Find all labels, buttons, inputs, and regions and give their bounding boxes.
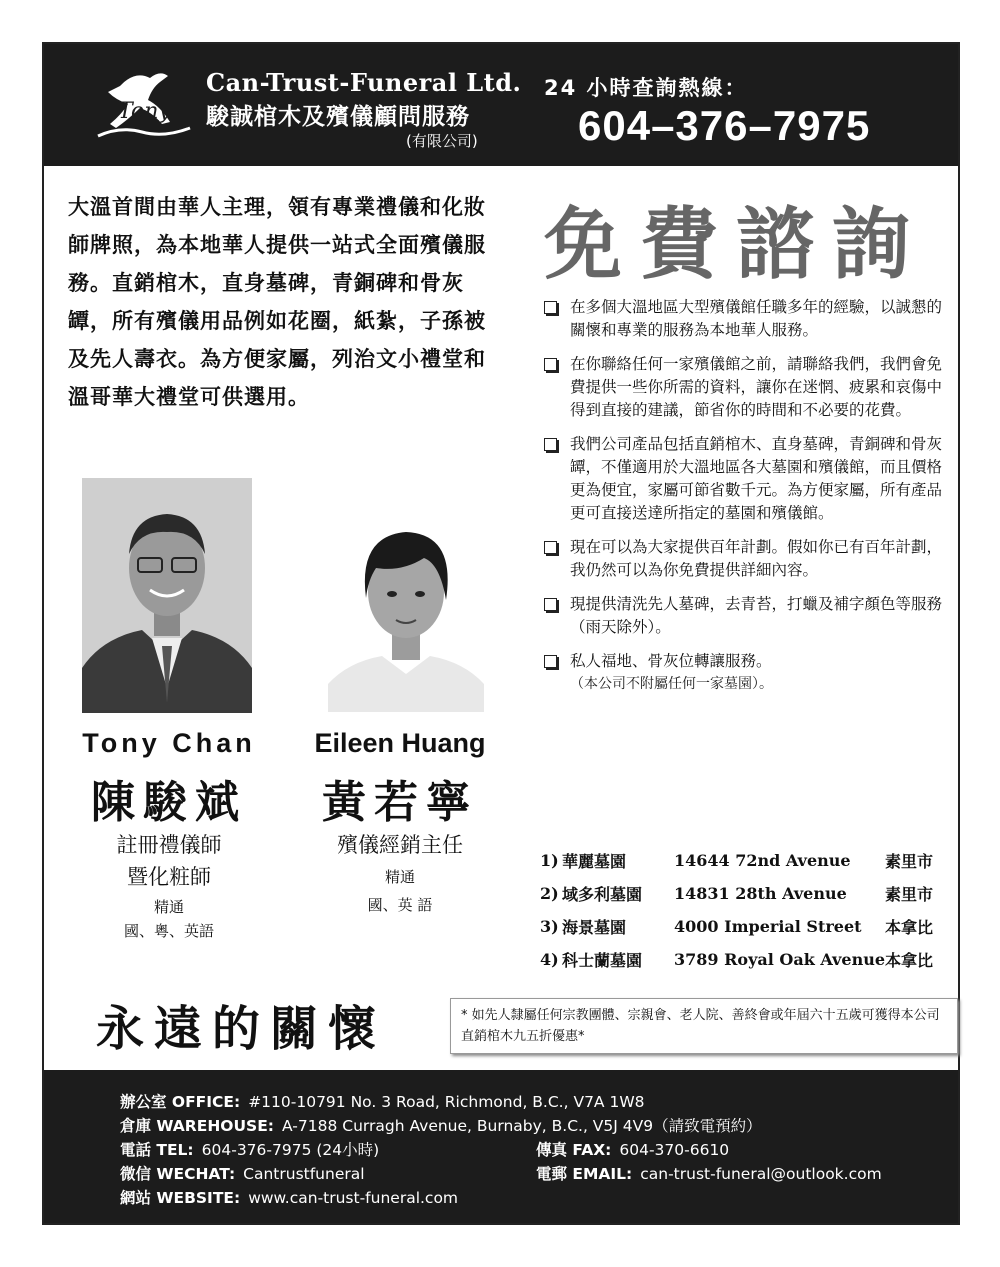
contact-footer: [44, 1070, 958, 1223]
checkbox-bullet-icon: [544, 301, 557, 314]
hotline-label: 24 小時查詢熱線：: [544, 76, 748, 100]
discount-note: * 如先人隸屬任何宗教團體、宗親會、老人院、善終會或年屆六十五歲可獲得本公司直銷棺木九五折優惠*: [450, 998, 958, 1054]
table-row: 1) 華麗墓園 14644 72nd Avenue 素里市: [540, 851, 934, 871]
intro-paragraph: 大溫首間由華人主理，領有專業禮儀和化妝師牌照，為本地華人提供一站式全面殯儀服務。直銷棺木，直身墓碑，青銅碑和骨灰罈，所有殯儀用品例如花圈，紙紮，子孫被及先人壽衣。為方便家屬，列治文小禮堂和溫哥華大禮堂可供選用。: [68, 194, 486, 409]
service-note: （本公司不附屬任何一家墓園）。: [570, 676, 773, 692]
website[interactable]: 網站 WEBSITE: www.can-trust-funeral.com: [120, 1189, 459, 1207]
table-row: 3) 海景墓園 4000 Imperial Street 本拿比: [540, 917, 934, 937]
warehouse-address: 倉庫 WAREHOUSE: A-7188 Curragh Avenue, Burnaby, B.C., V5J 4V9（請致電預約）: [120, 1117, 762, 1135]
svg-text:Tony: Tony: [118, 99, 171, 124]
slogan: 永遠的關懷: [96, 1001, 387, 1057]
staff-role: 殯儀經銷主任: [337, 833, 463, 857]
staff-role: 註冊禮儀師: [116, 833, 222, 857]
service-item: 在多個大溫地區大型殯儀館任職多年的經驗，以誠懇的關懷和專業的服務為本地華人服務。: [542, 296, 942, 342]
service-item: 現在可以為大家提供百年計劃。假如你已有百年計劃，我仍然可以為你免費提供詳細內容。: [542, 536, 942, 582]
table-row: 2) 域多利墓園 14831 28th Avenue 素里市: [540, 884, 934, 904]
service-item: 現提供清洗先人墓碑，去青苔，打蠟及補字顏色等服務（雨天除外）。: [542, 593, 942, 639]
service-item: 我們公司產品包括直銷棺木、直身墓碑，青銅碑和骨灰罈，不僅適用於大溫地區各大墓園和殯儀館，而且價格更為便宜，家屬可節省數千元。為方便家屬，所有產品更可直接送達所指定的墓園和殯儀館。: [542, 433, 942, 525]
tony-chan-photo: [82, 478, 252, 713]
service-item: 在你聯絡任何一家殯儀館之前，請聯絡我們，我們會免費提供一些你所需的資料，讓你在迷惘、疲累和哀傷中得到直接的建議，節省你的時間和不必要的花費。: [542, 353, 942, 422]
brand-limited: (有限公司): [406, 132, 478, 150]
table-row: 4) 科士蘭墓園 3789 Royal Oak Avenue 本拿比: [540, 950, 934, 970]
brand-name-english: Can-Trust-Funeral Ltd.: [206, 68, 522, 97]
header-banner: [44, 44, 958, 166]
free-consultation-headline: 免費諮詢: [544, 200, 929, 290]
checkbox-bullet-icon: [544, 438, 557, 451]
staff-fluent-label: 精通: [384, 868, 415, 886]
horse-logo-icon: [90, 66, 200, 146]
checkbox-bullet-icon: [544, 655, 557, 668]
telephone: 電話 TEL: 604-376-7975 (24小時): [120, 1141, 380, 1159]
checkbox-bullet-icon: [544, 358, 557, 371]
staff-languages: 國、粵、英語: [123, 922, 214, 940]
service-item: 私人福地、骨灰位轉讓服務。 （本公司不附屬任何一家墓園）。: [542, 650, 942, 696]
staff-name-chinese: 黃若寧: [322, 777, 478, 828]
staff-role: 暨化粧師: [127, 865, 211, 889]
email[interactable]: 電郵 EMAIL: can-trust-funeral@outlook.com: [536, 1165, 882, 1183]
office-address: 辦公室 OFFICE: #110-10791 No. 3 Road, Richmond, B.C., V7A 1W8: [120, 1093, 645, 1111]
advertisement: [42, 42, 960, 1225]
hotline-number: 604–376–7975: [578, 102, 871, 149]
staff-fluent-label: 精通: [153, 898, 184, 916]
brand-name-chinese: 駿誠棺木及殯儀顧問服務: [206, 104, 470, 130]
staff-name-english: Tony Chan: [82, 728, 256, 758]
cemetery-table: [540, 844, 950, 976]
service-list: [542, 296, 942, 707]
checkbox-bullet-icon: [544, 598, 557, 611]
eileen-huang-photo: [328, 502, 484, 712]
staff-languages: 國、英 語: [367, 896, 433, 914]
staff-name-chinese: 陳駿斌: [91, 777, 247, 828]
staff-name-english: Eileen Huang: [314, 728, 486, 758]
wechat: 微信 WECHAT: Cantrustfuneral: [120, 1165, 365, 1183]
checkbox-bullet-icon: [544, 541, 557, 554]
fax: 傳真 FAX: 604-370-6610: [536, 1141, 730, 1159]
